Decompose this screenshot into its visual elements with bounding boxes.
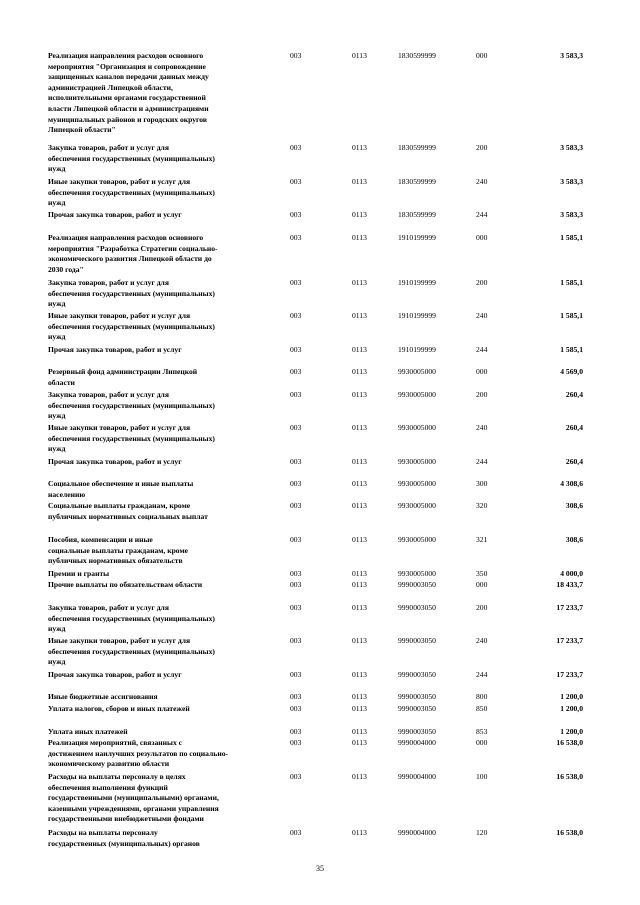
amount: 1 585,1 [560, 233, 583, 242]
section-code: 0113 [352, 580, 367, 589]
expense-type-code: 200 [476, 278, 488, 287]
ministry-code: 003 [290, 311, 302, 320]
section-code: 0113 [352, 692, 367, 701]
target-article-code: 9930005000 [398, 367, 436, 376]
expense-name: Иные закупки товаров, работ и услуг для обеспечения государственных (муниципальных) нужд [48, 311, 215, 342]
target-article-code: 9990004000 [398, 738, 436, 747]
expense-name: Уплата иных платежей [48, 727, 128, 736]
target-article-code: 9930005000 [398, 457, 436, 466]
expense-name: Реализация направления расходов основного мероприятия "Разработка Стратегии социально- экономического развития Липецкой области до 2030 года" [48, 233, 218, 274]
amount: 3 583,3 [560, 177, 583, 186]
ministry-code: 003 [290, 51, 302, 60]
expense-name: Прочая закупка товаров, работ и услуг [48, 345, 182, 354]
amount: 1 200,0 [560, 727, 583, 736]
target-article-code: 1830599999 [398, 177, 436, 186]
section-code: 0113 [352, 423, 367, 432]
ministry-code: 003 [290, 345, 302, 354]
target-article-code: 9930005000 [398, 569, 436, 578]
amount: 17 233,7 [556, 636, 583, 645]
ministry-code: 003 [290, 423, 302, 432]
expense-name: Расходы на выплаты персоналу государственных (муниципальных) органов [48, 828, 200, 848]
section-code: 0113 [352, 501, 367, 510]
section-code: 0113 [352, 535, 367, 544]
ministry-code: 003 [290, 457, 302, 466]
target-article-code: 1910199999 [398, 345, 436, 354]
expense-type-code: 244 [476, 670, 488, 679]
ministry-code: 003 [290, 569, 302, 578]
amount: 16 538,0 [556, 738, 583, 747]
expense-type-code: 240 [476, 423, 488, 432]
section-code: 0113 [352, 772, 367, 781]
expense-type-code: 000 [476, 233, 488, 242]
section-code: 0113 [352, 457, 367, 466]
ministry-code: 003 [290, 278, 302, 287]
expense-name: Прочие выплаты по обязательствам области [48, 580, 203, 589]
expense-type-code: 800 [476, 692, 488, 701]
target-article-code: 9930005000 [398, 423, 436, 432]
expense-type-code: 200 [476, 603, 488, 612]
section-code: 0113 [352, 738, 367, 747]
expense-type-code: 240 [476, 636, 488, 645]
expense-type-code: 000 [476, 738, 488, 747]
ministry-code: 003 [290, 603, 302, 612]
section-code: 0113 [352, 670, 367, 679]
ministry-code: 003 [290, 580, 302, 589]
amount: 260,4 [565, 423, 583, 432]
expense-name: Социальное обеспечение и иные выплаты населению [48, 479, 194, 499]
ministry-code: 003 [290, 692, 302, 701]
expense-name: Иные закупки товаров, работ и услуг для обеспечения государственных (муниципальных) нужд [48, 423, 215, 454]
target-article-code: 9990003050 [398, 692, 436, 701]
target-article-code: 9990003050 [398, 670, 436, 679]
expense-type-code: 853 [476, 727, 488, 736]
target-article-code: 9930005000 [398, 535, 436, 544]
expense-name: Закупка товаров, работ и услуг для обеспечения государственных (муниципальных) нужд [48, 143, 215, 174]
expense-name: Закупка товаров, работ и услуг для обеспечения государственных (муниципальных) нужд [48, 278, 215, 309]
target-article-code: 1830599999 [398, 210, 436, 219]
section-code: 0113 [352, 390, 367, 399]
section-code: 0113 [352, 177, 367, 186]
section-code: 0113 [352, 569, 367, 578]
ministry-code: 003 [290, 670, 302, 679]
expense-type-code: 240 [476, 177, 488, 186]
amount: 260,4 [565, 457, 583, 466]
target-article-code: 9990003050 [398, 727, 436, 736]
amount: 308,6 [565, 535, 583, 544]
section-code: 0113 [352, 727, 367, 736]
section-code: 0113 [352, 233, 367, 242]
expense-name: Реализация мероприятий, связанных с достижением наилучших результатов по социально- экономическому развитию области [48, 738, 229, 769]
target-article-code: 9930005000 [398, 479, 436, 488]
target-article-code: 9990003050 [398, 636, 436, 645]
ministry-code: 003 [290, 233, 302, 242]
section-code: 0113 [352, 479, 367, 488]
expense-type-code: 000 [476, 580, 488, 589]
amount: 3 583,3 [560, 210, 583, 219]
expense-name: Пособия, компенсации и иные социальные выплаты гражданам, кроме публичных нормативных обязательств [48, 535, 189, 566]
expense-name: Прочая закупка товаров, работ и услуг [48, 670, 182, 679]
amount: 4 569,0 [560, 367, 583, 376]
target-article-code: 9930005000 [398, 390, 436, 399]
target-article-code: 9990003050 [398, 704, 436, 713]
amount: 1 200,0 [560, 704, 583, 713]
section-code: 0113 [352, 704, 367, 713]
expense-name: Резервный фонд администрации Липецкой области [48, 367, 198, 387]
expense-type-code: 000 [476, 51, 488, 60]
amount: 17 233,7 [556, 670, 583, 679]
section-code: 0113 [352, 603, 367, 612]
ministry-code: 003 [290, 501, 302, 510]
expense-name: Расходы на выплаты персоналу в целях обеспечения выполнения функций государственными (муниципальными) органами, казенными учреждениями, органами управления государственными внебюджетными фондами [48, 772, 219, 824]
amount: 3 583,3 [560, 143, 583, 152]
expense-type-code: 120 [476, 828, 488, 837]
amount: 4 308,6 [560, 479, 583, 488]
expense-name: Закупка товаров, работ и услуг для обеспечения государственных (муниципальных) нужд [48, 390, 215, 421]
ministry-code: 003 [290, 738, 302, 747]
section-code: 0113 [352, 210, 367, 219]
target-article-code: 1910199999 [398, 311, 436, 320]
expense-name: Прочая закупка товаров, работ и услуг [48, 210, 182, 219]
section-code: 0113 [352, 367, 367, 376]
target-article-code: 1910199999 [398, 233, 436, 242]
ministry-code: 003 [290, 636, 302, 645]
expense-name: Социальные выплаты гражданам, кроме публичных нормативных социальных выплат [48, 501, 208, 521]
target-article-code: 9990003050 [398, 603, 436, 612]
expense-name: Иные закупки товаров, работ и услуг для обеспечения государственных (муниципальных) нужд [48, 177, 215, 208]
section-code: 0113 [352, 345, 367, 354]
section-code: 0113 [352, 51, 367, 60]
section-code: 0113 [352, 143, 367, 152]
expense-type-code: 320 [476, 501, 488, 510]
expense-name: Реализация направления расходов основного мероприятия "Организация и сопровождение защищенных каналов передачи данных между администрацией Липецкой области, исполнительными органами государственной власти Липецкой области и администрациями муниципальных районов и городских округов Липецкой области" [48, 51, 209, 135]
expense-type-code: 244 [476, 457, 488, 466]
target-article-code: 1910199999 [398, 278, 436, 287]
expense-name: Иные бюджетные ассигнования [48, 692, 158, 701]
ministry-code: 003 [290, 727, 302, 736]
ministry-code: 003 [290, 390, 302, 399]
amount: 1 585,1 [560, 311, 583, 320]
target-article-code: 9990004000 [398, 772, 436, 781]
amount: 260,4 [565, 390, 583, 399]
ministry-code: 003 [290, 210, 302, 219]
expense-type-code: 200 [476, 390, 488, 399]
expense-name: Уплата налогов, сборов и иных платежей [48, 704, 190, 713]
expense-name: Иные закупки товаров, работ и услуг для обеспечения государственных (муниципальных) нужд [48, 636, 215, 667]
amount: 3 583,3 [560, 51, 583, 60]
expense-type-code: 244 [476, 345, 488, 354]
ministry-code: 003 [290, 828, 302, 837]
section-code: 0113 [352, 636, 367, 645]
ministry-code: 003 [290, 704, 302, 713]
ministry-code: 003 [290, 479, 302, 488]
expense-type-code: 100 [476, 772, 488, 781]
expense-type-code: 244 [476, 210, 488, 219]
expense-type-code: 240 [476, 311, 488, 320]
target-article-code: 1830599999 [398, 143, 436, 152]
target-article-code: 1830599999 [398, 51, 436, 60]
expense-name: Прочая закупка товаров, работ и услуг [48, 457, 182, 466]
expense-type-code: 850 [476, 704, 488, 713]
amount: 16 538,0 [556, 772, 583, 781]
expense-type-code: 321 [476, 535, 488, 544]
target-article-code: 9930005000 [398, 501, 436, 510]
amount: 1 585,1 [560, 278, 583, 287]
expense-type-code: 200 [476, 143, 488, 152]
amount: 16 538,0 [556, 828, 583, 837]
amount: 17 233,7 [556, 603, 583, 612]
page-number: 35 [316, 864, 324, 873]
ministry-code: 003 [290, 177, 302, 186]
amount: 18 433,7 [556, 580, 583, 589]
amount: 1 200,0 [560, 692, 583, 701]
target-article-code: 9990004000 [398, 828, 436, 837]
expense-type-code: 000 [476, 367, 488, 376]
amount: 1 585,1 [560, 345, 583, 354]
expense-name: Премии и гранты [48, 569, 110, 578]
ministry-code: 003 [290, 535, 302, 544]
ministry-code: 003 [290, 772, 302, 781]
section-code: 0113 [352, 828, 367, 837]
amount: 4 000,0 [560, 569, 583, 578]
section-code: 0113 [352, 311, 367, 320]
expense-type-code: 350 [476, 569, 488, 578]
section-code: 0113 [352, 278, 367, 287]
amount: 308,6 [565, 501, 583, 510]
ministry-code: 003 [290, 143, 302, 152]
expense-type-code: 300 [476, 479, 488, 488]
ministry-code: 003 [290, 367, 302, 376]
expense-name: Закупка товаров, работ и услуг для обеспечения государственных (муниципальных) нужд [48, 603, 215, 634]
target-article-code: 9990003050 [398, 580, 436, 589]
